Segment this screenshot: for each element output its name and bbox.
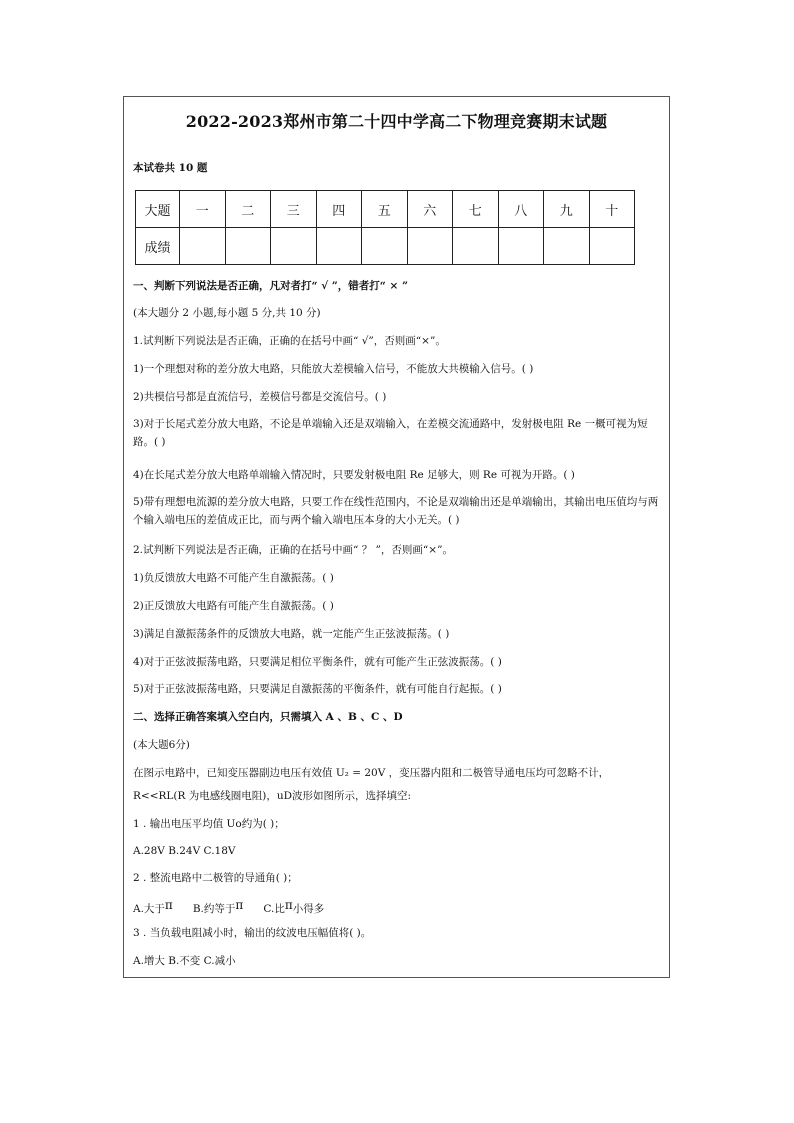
exam-paper-frame (123, 96, 670, 978)
choice-question-1: 1 . 输出电压平均值 Uo约为( )； (133, 818, 285, 830)
page-title: 2022-2023郑州市第二十四中学高二下物理竞赛期末试题 (185, 112, 608, 131)
pi-symbol: π (235, 898, 244, 912)
choice-question-2: 2 . 整流电路中二极管的导通角( )； (133, 872, 298, 884)
score-cell: 十 (589, 191, 635, 228)
score-cell: 八 (498, 191, 544, 228)
question-2-item-2: 2)正反馈放大电路有可能产生自激振荡。( ) (133, 600, 334, 612)
question-1-stem: 1.试判断下列说法是否正确，正确的在括号中画“ √”，否则画“×”。 (133, 335, 446, 347)
score-cell: 七 (453, 191, 499, 228)
score-entry-cell[interactable] (271, 228, 317, 265)
question-2-item-4: 4)对于正弦波振荡电路，只要满足相位平衡条件，就有可能产生正弦波振荡。( ) (133, 656, 502, 668)
score-cell: 一 (180, 191, 226, 228)
section2-stem-line-2: R<<RL(R 为电感线圈电阻)，uD波形如图所示，选择填空: (133, 790, 412, 802)
question-2-stem: 2.试判断下列说法是否正确，正确的在括号中画“ ？ ”，否则画“×”。 (133, 544, 453, 556)
score-entry-cell[interactable] (589, 228, 635, 265)
option-c-label: C.比 (263, 903, 285, 915)
score-cell: 三 (271, 191, 317, 228)
section1-note: (本大题分 2 小题,每小题 5 分,共 10 分) (133, 307, 321, 319)
question-2-item-1: 1)负反馈放大电路不可能产生自激振荡。( ) (133, 572, 334, 584)
question-1-item-1: 1)一个理想对称的差分放大电路，只能放大差模输入信号，不能放大共模输入信号。( ) (133, 363, 534, 375)
choice-question-3: 3 . 当负载电阻减小时，输出的纹波电压幅值将( )。 (133, 927, 372, 939)
question-1-item-5: 5)带有理想电流源的差分放大电路，只要工作在线性范围内，不论是双端输出还是单端输出，其输出电压值均与两个输入端电压的差值成正比，而与两个输入端电压本身的大小无关。( ) (133, 496, 659, 526)
pi-symbol: π (284, 898, 293, 912)
option-a-label: A.大于 (133, 903, 165, 915)
question-1-item-3: 3)对于长尾式差分放大电路，不论是单端输入还是双端输入，在差模交流通路中，发射极电阻 Re 一概可视为短路。( ) (133, 418, 648, 448)
score-table-score-row (136, 228, 635, 265)
score-entry-cell[interactable] (407, 228, 453, 265)
section2-stem-line-1: 在图示电路中，已知变压器副边电压有效值 U₂ = 20V ，变压器内阻和二极管导通电压均可忽略不计， (133, 767, 610, 779)
score-cell: 四 (316, 191, 362, 228)
score-entry-cell[interactable] (498, 228, 544, 265)
question-2-item-3: 3)满足自激振荡条件的反馈放大电路，就一定能产生正弦波振荡。( ) (133, 628, 450, 640)
exam-intro: 本试卷共 10 题 (133, 162, 208, 174)
score-entry-cell[interactable] (225, 228, 271, 265)
score-table (135, 190, 635, 265)
choice-question-1-options: A.28V B.24V C.18V (133, 845, 236, 857)
score-entry-cell[interactable] (544, 228, 590, 265)
question-1-item-2: 2)共模信号都是直流信号，差模信号都是交流信号。( ) (133, 391, 387, 403)
score-cell: 五 (362, 191, 408, 228)
option-b-label: B.约等于 (192, 903, 236, 915)
section2-heading: 二、选择正确答案填入空白内，只需填入 A 、B 、C 、D (133, 711, 403, 723)
score-table-header-row (136, 191, 635, 228)
score-cell: 二 (225, 191, 271, 228)
choice-question-2-options (133, 896, 663, 918)
choice-question-3-options: A.增大 B.不变 C.减小 (133, 955, 236, 967)
score-entry-cell[interactable] (453, 228, 499, 265)
score-cell: 成绩 (136, 228, 180, 265)
question-1-item-4: 4)在长尾式差分放大电路单端输入情况时，只要发射极电阻 Re 足够大，则 Re 可视为开路。( ) (133, 469, 575, 481)
option-c-suffix: 小得多 (292, 903, 325, 915)
section1-heading: 一、判断下列说法是否正确，凡对者打“ √ ”，错者打“ × ” (133, 280, 408, 292)
score-cell: 大题 (136, 191, 180, 228)
pi-symbol: π (164, 898, 173, 912)
section2-note: (本大题6分) (133, 739, 190, 751)
score-cell: 九 (544, 191, 590, 228)
score-entry-cell[interactable] (362, 228, 408, 265)
score-entry-cell[interactable] (180, 228, 226, 265)
score-entry-cell[interactable] (316, 228, 362, 265)
question-2-item-5: 5)对于正弦波振荡电路，只要满足自激振荡的平衡条件，就有可能自行起振。( ) (133, 683, 502, 695)
score-cell: 六 (407, 191, 453, 228)
